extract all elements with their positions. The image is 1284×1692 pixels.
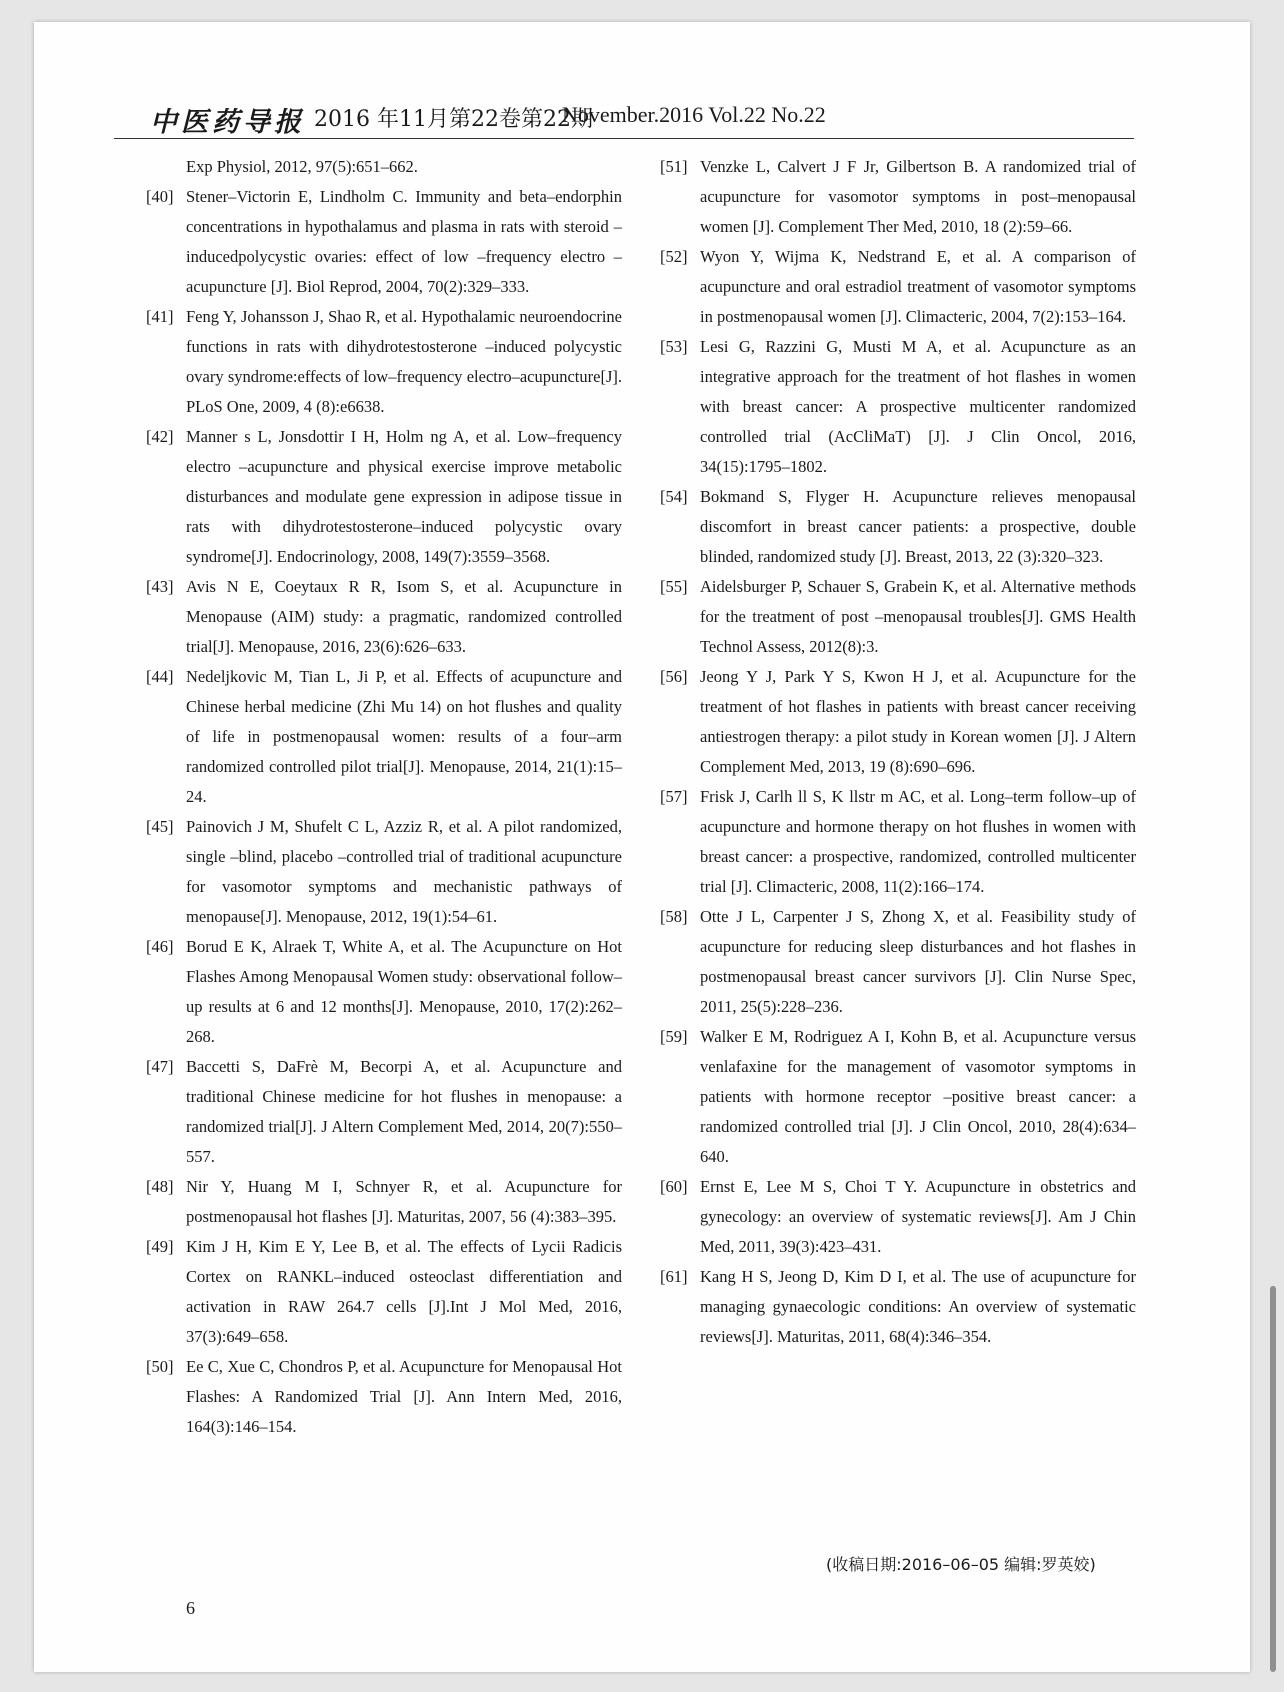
reference-text: Ee C, Xue C, Chondros P, et al. Acupuncture for Menopausal Hot Flashes: A Randomized Trial [J]. Ann Intern Med, 2016, 164(3):146–154. (186, 1357, 622, 1436)
journal-logo: 中医药导报 (150, 107, 305, 138)
reference-number: [52] (660, 247, 688, 266)
left-reference-list (146, 182, 622, 1442)
reference-text: Avis N E, Coeytaux R R, Isom S, et al. Acupuncture in Menopause (AIM) study: a pragmatic, randomized controlled trial[J]. Menopause, 2016, 23(6):626–633. (186, 577, 622, 656)
reference-item (146, 1172, 622, 1232)
reference-text: Baccetti S, DaFrè M, Becorpi A, et al. Acupuncture and traditional Chinese medicine for hot flushes in menopause: a randomized trial[J]. J Altern Complement Med, 2014, 20(7):550–557. (186, 1057, 622, 1166)
reference-number: [61] (660, 1267, 688, 1286)
reference-text: Frisk J, Carlh ll S, K llstr m AC, et al. Long–term follow–up of acupuncture and hormone therapy on hot flushes in women with breast cancer: a prospective, randomized, controlled multicenter trial [J]. Climacteric, 2008, 11(2):166–174. (700, 787, 1136, 896)
reference-number: [50] (146, 1357, 174, 1376)
reference-number: [46] (146, 937, 174, 956)
reference-item (660, 902, 1136, 1022)
reference-text: Ernst E, Lee M S, Choi T Y. Acupuncture in obstetrics and gynecology: an overview of systematic reviews[J]. Am J Chin Med, 2011, 39(3):423–431. (700, 1177, 1136, 1256)
reference-item (660, 152, 1136, 242)
reference-text: Feng Y, Johansson J, Shao R, et al. Hypothalamic neuroendocrine functions in rats with dihydrotestosterone –induced polycystic ovary syndrome:effects of low–frequency electro–acupuncture[J]. PLoS One, 2009, 4 (8):e6638. (186, 307, 622, 416)
reference-item (660, 662, 1136, 782)
reference-text: Otte J L, Carpenter J S, Zhong X, et al. Feasibility study of acupuncture for reducing sleep disturbances and hot flashes in postmenopausal breast cancer survivors [J]. Clin Nurse Spec, 2011, 25(5):228–236. (700, 907, 1136, 1016)
page-number: 6 (186, 1598, 195, 1618)
right-reference-list (660, 152, 1136, 1352)
right-column (660, 152, 1136, 1352)
reference-number: [41] (146, 307, 174, 326)
reference-number: [45] (146, 817, 174, 836)
left-column (146, 152, 622, 1442)
reference-text: Painovich J M, Shufelt C L, Azziz R, et al. A pilot randomized, single –blind, placebo –controlled trial of traditional acupuncture for vasomotor symptoms and mechanistic pathways of menopause[J]. Menopause, 2012, 19(1):54–61. (186, 817, 622, 926)
reference-number: [47] (146, 1057, 174, 1076)
reference-text: Lesi G, Razzini G, Musti M A, et al. Acupuncture as an integrative approach for the treatment of hot flashes in women with breast cancer: A prospective multicenter randomized controlled trial (AcCliMaT) [J]. J Clin Oncol, 2016, 34(15):1795–1802. (700, 337, 1136, 476)
reference-continuation: Exp Physiol, 2012, 97(5):651–662. (186, 157, 418, 176)
reference-number: [55] (660, 577, 688, 596)
reference-item (660, 1022, 1136, 1172)
reference-text: Manner s L, Jonsdottir I H, Holm ng A, et al. Low–frequency electro –acupuncture and physical exercise improve metabolic disturbances and modulate gene expression in adipose tissue in rats with dihydrotestosterone–induced polycystic ovary syndrome[J]. Endocrinology, 2008, 149(7):3559–3568. (186, 427, 622, 566)
reference-text: Aidelsburger P, Schauer S, Grabein K, et al. Alternative methods for the treatment of post –menopausal troubles[J]. GMS Health Technol Assess, 2012(8):3. (700, 577, 1136, 656)
reference-text: Jeong Y J, Park Y S, Kwon H J, et al. Acupuncture for the treatment of hot flashes in patients with breast cancer receiving antiestrogen therapy: a pilot study in Korean women [J]. J Altern Complement Med, 2013, 19 (8):690–696. (700, 667, 1136, 776)
reference-text: Borud E K, Alraek T, White A, et al. The Acupuncture on Hot Flashes Among Menopausal Women study: observational follow–up results at 6 and 12 months[J]. Menopause, 2010, 17(2):262–268. (186, 937, 622, 1046)
reference-text: Kim J H, Kim E Y, Lee B, et al. The effects of Lycii Radicis Cortex on RANKL–induced osteoclast differentiation and activation in RAW 264.7 cells [J].Int J Mol Med, 2016, 37(3):649–658. (186, 1237, 622, 1346)
journal-header (114, 78, 1134, 139)
reference-number: [48] (146, 1177, 174, 1196)
reference-item (146, 1232, 622, 1352)
reference-item (660, 482, 1136, 572)
reference-item (146, 572, 622, 662)
reference-number: [43] (146, 577, 174, 596)
reference-item (660, 1172, 1136, 1262)
reference-number: [42] (146, 427, 174, 446)
reference-text: Bokmand S, Flyger H. Acupuncture relieves menopausal discomfort in breast cancer patients: a prospective, double blinded, randomized study [J]. Breast, 2013, 22 (3):320–323. (700, 487, 1136, 566)
reference-text: Walker E M, Rodriguez A I, Kohn B, et al. Acupuncture versus venlafaxine for the management of vasomotor symptoms in patients with hormone receptor –positive breast cancer: a randomized controlled trial [J]. J Clin Oncol, 2010, 28(4):634–640. (700, 1027, 1136, 1166)
reference-item (146, 182, 622, 302)
reference-item (660, 332, 1136, 482)
received-date-note: (收稿日期:2016–06–05 编辑:罗英姣) (826, 1555, 1096, 1574)
reference-text: Nir Y, Huang M I, Schnyer R, et al. Acupuncture for postmenopausal hot flashes [J]. Maturitas, 2007, 56 (4):383–395. (186, 1177, 622, 1226)
reference-number: [59] (660, 1027, 688, 1046)
reference-item (660, 1262, 1136, 1352)
reference-item (146, 1052, 622, 1172)
reference-number: [49] (146, 1237, 174, 1256)
reference-number: [56] (660, 667, 688, 686)
reference-text: Venzke L, Calvert J F Jr, Gilbertson B. A randomized trial of acupuncture for vasomotor symptoms in post–menopausal women [J]. Complement Ther Med, 2010, 18 (2):59–66. (700, 157, 1136, 236)
reference-number: [40] (146, 187, 174, 206)
reference-number: [54] (660, 487, 688, 506)
reference-item (146, 422, 622, 572)
reference-item (660, 242, 1136, 332)
reference-number: [51] (660, 157, 688, 176)
issue-info-cn: 2016 年11月第22卷第22期 (314, 107, 593, 132)
reference-item (146, 302, 622, 422)
reference-number: [58] (660, 907, 688, 926)
reference-item (660, 782, 1136, 902)
reference-item (146, 662, 622, 812)
reference-item (146, 932, 622, 1052)
reference-number: [44] (146, 667, 174, 686)
scrollbar-thumb[interactable] (1270, 1286, 1276, 1672)
reference-item (146, 1352, 622, 1442)
issue-info-en: November.2016 Vol.22 No.22 (562, 102, 826, 127)
reference-text: Kang H S, Jeong D, Kim D I, et al. The use of acupuncture for managing gynaecologic conditions: An overview of systematic reviews[J]. Maturitas, 2011, 68(4):346–354. (700, 1267, 1136, 1346)
reference-number: [60] (660, 1177, 688, 1196)
reference-number: [53] (660, 337, 688, 356)
reference-text: Nedeljkovic M, Tian L, Ji P, et al. Effects of acupuncture and Chinese herbal medicine (Zhi Mu 14) on hot flushes and quality of life in postmenopausal women: results of a four–arm randomized controlled pilot trial[J]. Menopause, 2014, 21(1):15–24. (186, 667, 622, 806)
reference-text: Wyon Y, Wijma K, Nedstrand E, et al. A comparison of acupuncture and oral estradiol treatment of vasomotor symptoms in postmenopausal women [J]. Climacteric, 2004, 7(2):153–164. (700, 247, 1136, 326)
reference-number: [57] (660, 787, 688, 806)
reference-item (660, 572, 1136, 662)
reference-text: Stener–Victorin E, Lindholm C. Immunity and beta–endorphin concentrations in hypothalamus and plasma in rats with steroid –inducedpolycystic ovaries: effect of low –frequency electro –acupuncture [J]. Biol Reprod, 2004, 70(2):329–333. (186, 187, 622, 296)
reference-item (146, 812, 622, 932)
